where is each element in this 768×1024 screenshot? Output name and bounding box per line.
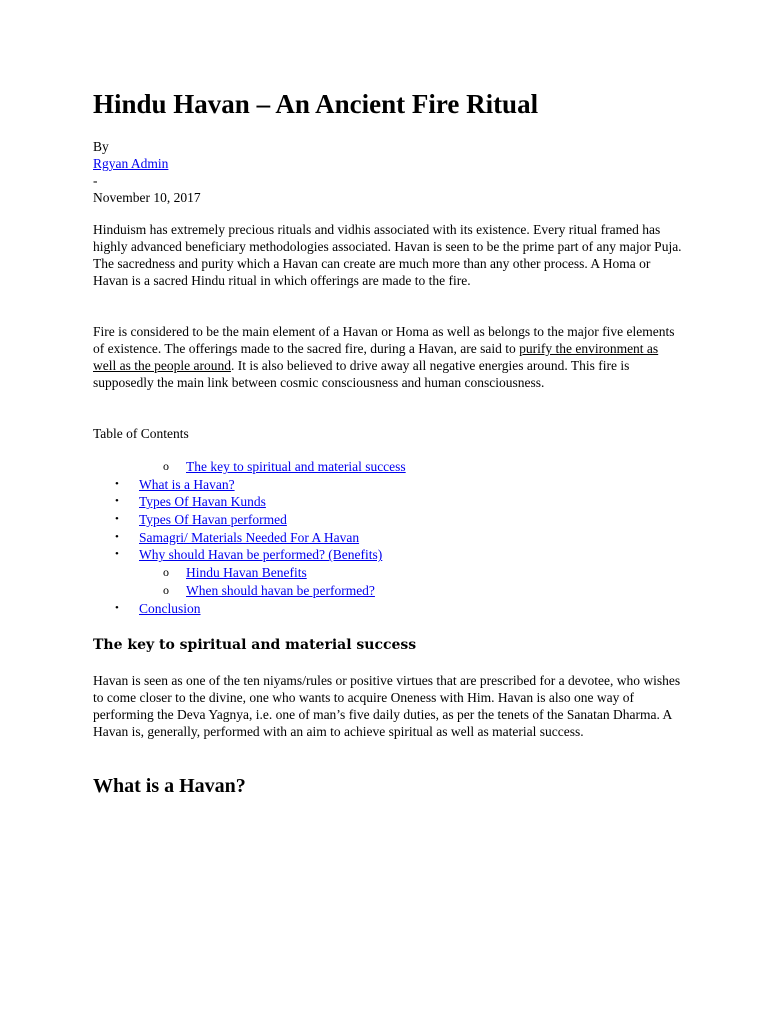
toc-item-bullet: • (115, 601, 119, 614)
toc-item (93, 458, 683, 476)
toc-item-bullet: • (115, 495, 119, 508)
byline-separator: - (93, 173, 98, 188)
intro-paragraph-2 (93, 323, 683, 391)
toc-item (93, 564, 683, 582)
section-heading-what-is-havan: What is a Havan? (93, 775, 246, 797)
toc-link[interactable]: When should havan be performed? (186, 582, 375, 598)
toc-item (93, 511, 683, 529)
toc-link[interactable]: What is a Havan? (139, 476, 235, 492)
toc-item (93, 546, 683, 564)
toc-item-bullet: • (115, 548, 119, 561)
toc-link[interactable]: Hindu Havan Benefits (186, 565, 307, 581)
toc-link[interactable]: Types Of Havan Kunds (139, 494, 266, 510)
toc-link[interactable]: Types Of Havan performed (139, 512, 287, 528)
publish-date: November 10, 2017 (93, 190, 201, 205)
toc-subitem-bullet: o (163, 459, 169, 473)
author-link[interactable]: Rgyan Admin (93, 156, 169, 171)
intro-paragraph-1: Hinduism has extremely precious rituals and vidhis associated with its existence. Every ritual framed has highly advanced beneficiary methodologies associated. Havan is seen to be the prime part of any major Puja. The sacredness and purity which a Havan can create are much more than any other process. A Homa or Havan is a sacred Hindu ritual in which offerings are made to the fire. (93, 222, 682, 288)
toc-item (93, 600, 683, 618)
toc-item (93, 476, 683, 494)
article-title: Hindu Havan – An Ancient Fire Ritual (93, 89, 539, 119)
toc-item (93, 493, 683, 511)
toc-link[interactable]: Samagri/ Materials Needed For A Havan (139, 529, 360, 545)
intro-paragraph-2-start: Fire is considered to be the main element of a Havan or Homa as well as belongs to the major five elements of existence. The offerings made to the sacred fire, during a Havan, are said to (93, 324, 675, 356)
intro-underlined-phrase: purify the environment as well as the people around (93, 341, 659, 373)
toc-label: Table of Contents (93, 426, 189, 441)
section-key-paragraph: Havan is seen as one of the ten niyams/rules or positive virtues that are prescribed for a devotee, who wishes to come closer to the divine, one who wants to acquire Oneness with Him. Havan is also one way of performing the Deva Yagnya, i.e. one of man’s five daily duties, as per the tenets of the Sanatan Dharma. A Havan is, generally, performed with an aim to achieve spiritual as well as material success. (93, 673, 681, 739)
toc-item (93, 529, 683, 547)
toc-link[interactable]: Conclusion (139, 600, 201, 616)
toc-item-bullet: • (115, 530, 119, 543)
table-of-contents (93, 458, 683, 617)
toc-link[interactable]: The key to spiritual and material success (186, 459, 406, 474)
toc-item-bullet: • (115, 513, 119, 526)
byline (93, 138, 201, 206)
toc-subitem-bullet: o (163, 582, 169, 597)
toc-link[interactable]: Why should Havan be performed? (Benefits) (139, 547, 383, 563)
toc-item-bullet: • (115, 477, 119, 490)
toc-item (93, 582, 683, 600)
by-label: By (93, 139, 109, 154)
section-heading-key: The key to spiritual and material success (93, 637, 417, 653)
intro-paragraph-2-end: . It is also believed to drive away all negative energies around. This fire is supposedly the main link between cosmic consciousness and human consciousness. (93, 358, 630, 390)
toc-subitem-bullet: o (163, 565, 169, 580)
